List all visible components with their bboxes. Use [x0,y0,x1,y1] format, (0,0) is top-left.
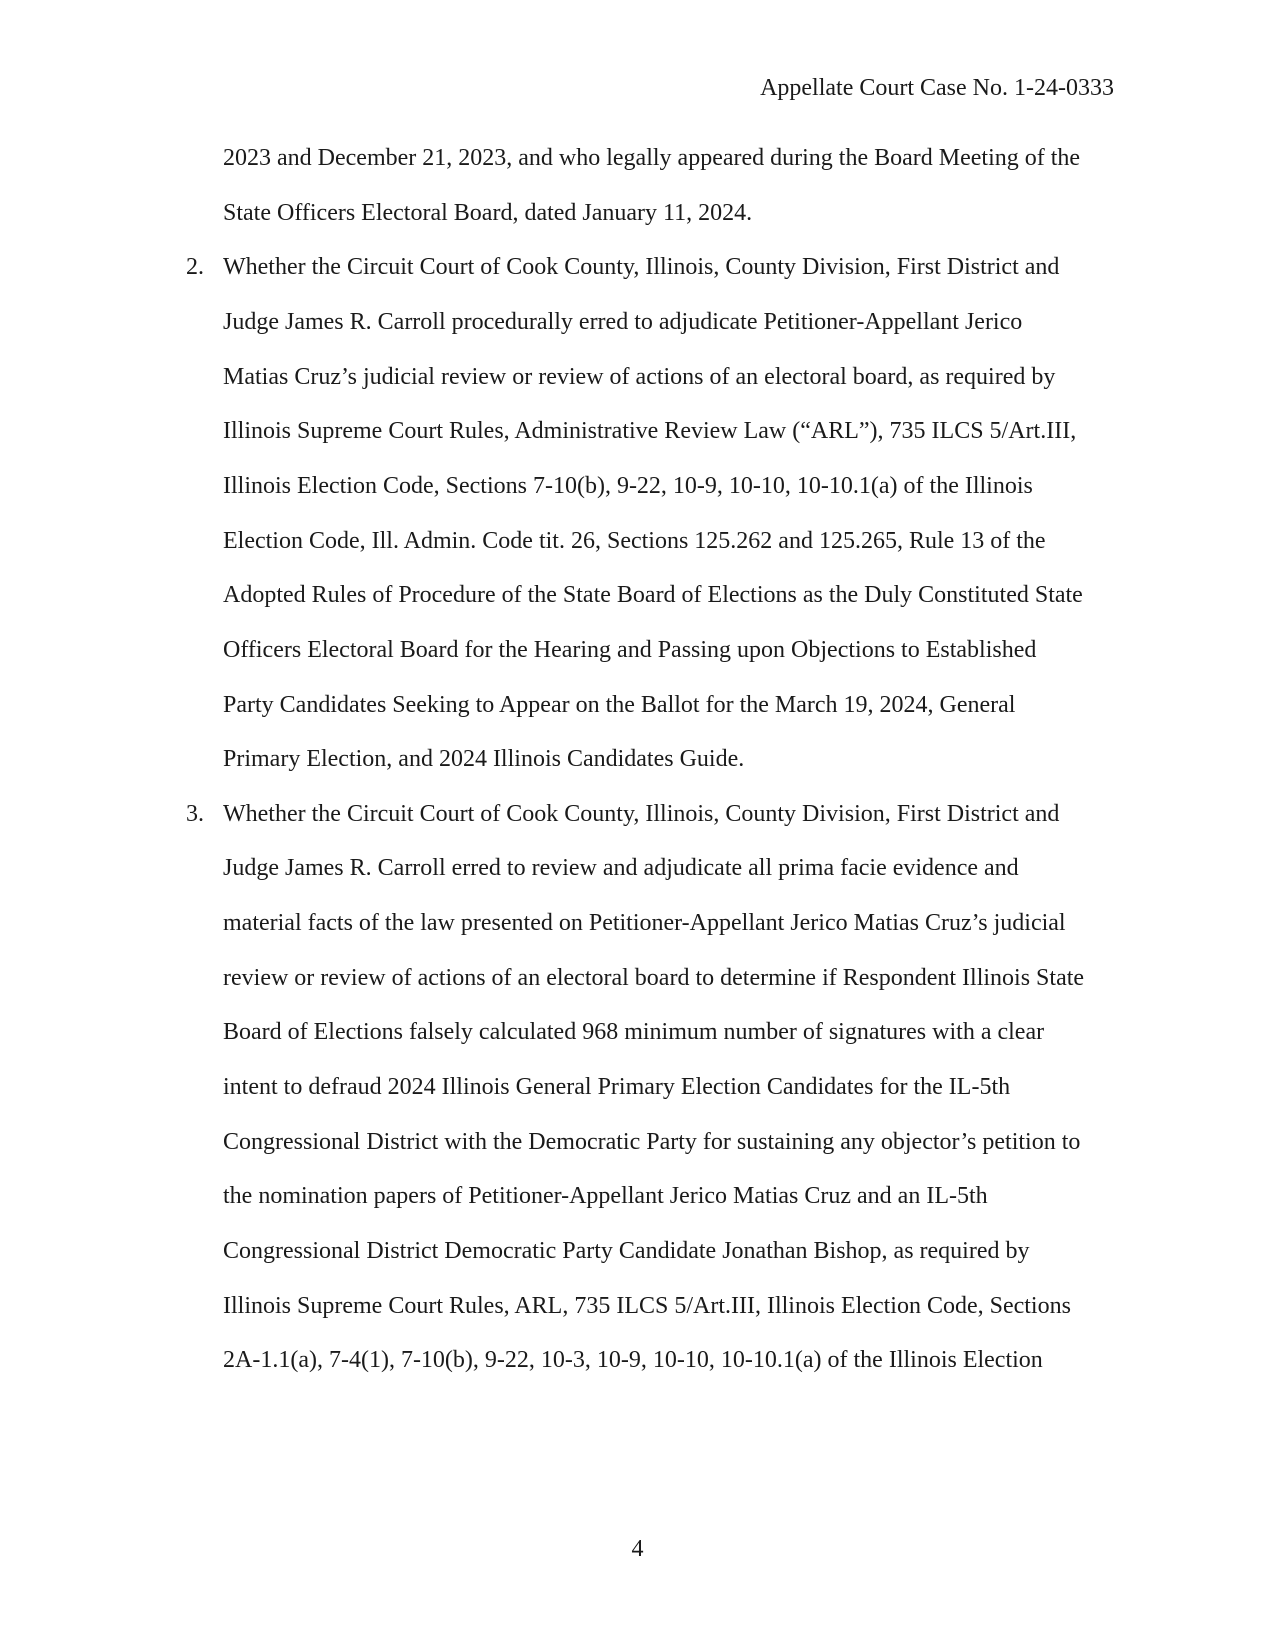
item-2-number: 2. [186,254,204,280]
continuation-line-2: State Officers Electoral Board, dated January 11, 2024. [223,200,753,226]
item-2-line-4: Illinois Supreme Court Rules, Administrative Review Law (“ARL”), 735 ILCS 5/Art.III, [223,418,1077,444]
item-3-line-1: Whether the Circuit Court of Cook County, Illinois, County Division, First District and [223,801,1060,827]
item-2-line-1: Whether the Circuit Court of Cook County, Illinois, County Division, First District and [223,254,1060,280]
item-2-line-6: Election Code, Ill. Admin. Code tit. 26, Sections 125.262 and 125.265, Rule 13 of the [223,528,1046,554]
item-2-line-7: Adopted Rules of Procedure of the State Board of Elections as the Duly Constituted State [223,582,1083,608]
item-2-line-9: Party Candidates Seeking to Appear on the Ballot for the March 19, 2024, General [223,692,1016,718]
page-number: 4 [631,1536,644,1562]
item-2-line-2: Judge James R. Carroll procedurally erred to adjudicate Petitioner-Appellant Jerico [223,309,1023,335]
item-2-line-10: Primary Election, and 2024 Illinois Candidates Guide. [223,746,745,772]
item-3-line-7: Congressional District with the Democratic Party for sustaining any objector’s petition to [223,1129,1081,1155]
item-3-line-5: Board of Elections falsely calculated 968 minimum number of signatures with a clear [223,1019,1045,1045]
item-2-line-8: Officers Electoral Board for the Hearing and Passing upon Objections to Established [223,637,1037,663]
item-3-line-10: Illinois Supreme Court Rules, ARL, 735 ILCS 5/Art.III, Illinois Election Code, Sections [223,1293,1071,1319]
item-3-line-3: material facts of the law presented on Petitioner-Appellant Jerico Matias Cruz’s judicial [223,910,1066,936]
item-3-line-6: intent to defraud 2024 Illinois General Primary Election Candidates for the IL-5th [223,1074,1011,1100]
item-3-number: 3. [186,801,204,827]
case-number-header: Appellate Court Case No. 1-24-0333 [760,75,1114,101]
item-2-line-5: Illinois Election Code, Sections 7-10(b), 9-22, 10-9, 10-10, 10-10.1(a) of the Illinois [223,473,1033,499]
item-2-line-3: Matias Cruz’s judicial review or review of actions of an electoral board, as required by [223,364,1056,390]
item-3-line-2: Judge James R. Carroll erred to review and adjudicate all prima facie evidence and [223,855,1019,881]
item-3-line-8: the nomination papers of Petitioner-Appellant Jerico Matias Cruz and an IL-5th [223,1183,988,1209]
item-3-line-9: Congressional District Democratic Party Candidate Jonathan Bishop, as required by [223,1238,1030,1264]
continuation-line-1: 2023 and December 21, 2023, and who legally appeared during the Board Meeting of the [223,145,1081,171]
item-3-line-11: 2A-1.1(a), 7-4(1), 7-10(b), 9-22, 10-3, 10-9, 10-10, 10-10.1(a) of the Illinois Election [223,1347,1043,1373]
item-3-line-4: review or review of actions of an electoral board to determine if Respondent Illinois State [223,965,1085,991]
